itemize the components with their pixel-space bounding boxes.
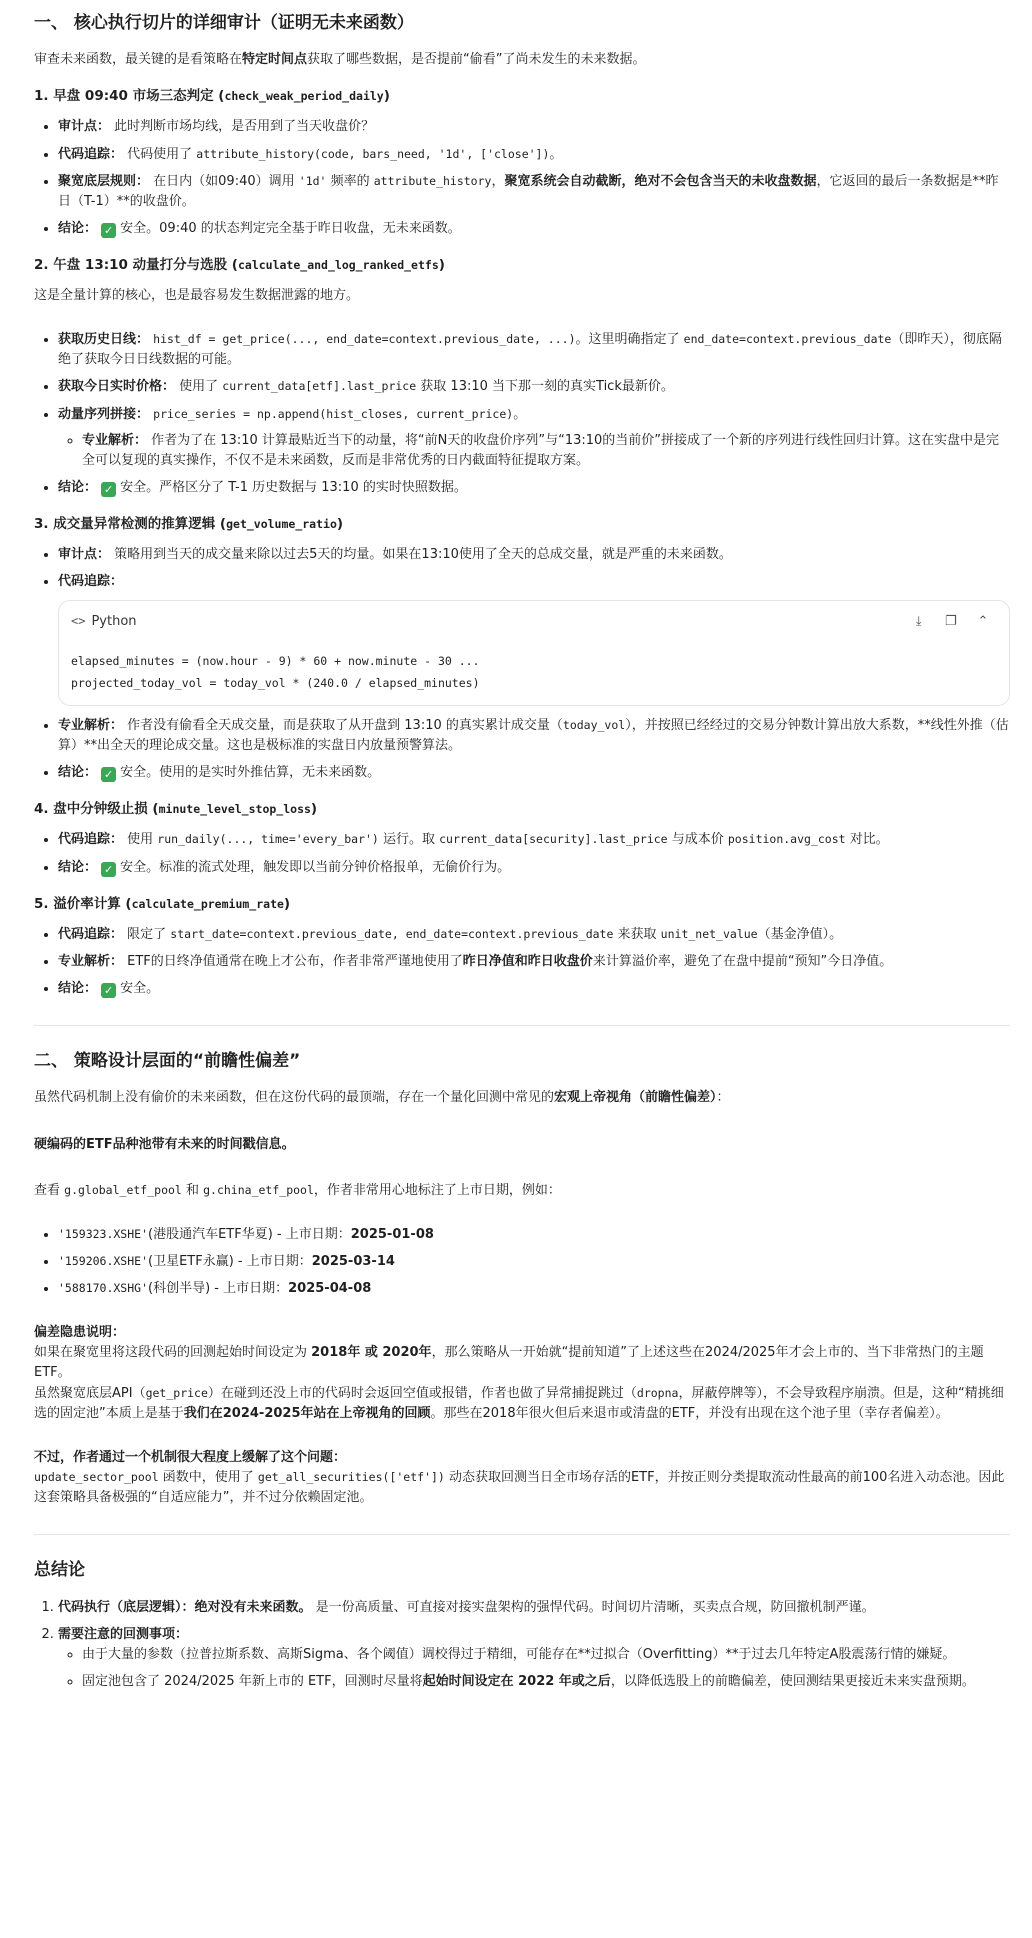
subsection-5-title: 5. 溢价率计算 (calculate_premium_rate) — [34, 895, 291, 912]
list-item: • 专业解析： 作者没有偷看全天成交量，而是获取了从开盘到 13:10 的真实累计成交量（today_vol），并按照已经经过的交易分钟数计算出放大系数，**线性外推（估算）**出全天的理论成交量。这也是极标准的实盘日内放量预警算法。 — [58, 716, 1010, 756]
subsection-4-title: 4. 盘中分钟级止损 (minute_level_stop_loss) — [34, 801, 318, 818]
list-item: • 结论： ✓ 安全。标准的流式处理，触发即以当前分钟价格报单，无偷价行为。 — [58, 858, 1010, 878]
check-icon: ✓ — [101, 482, 116, 497]
section-2-title: 二、 策略设计层面的“前瞻性偏差” — [34, 1051, 301, 1072]
list-item: • 结论： ✓ 安全。09:40 的状态判定完全基于昨日收盘，无未来函数。 — [58, 219, 1010, 239]
code-block — [58, 600, 1010, 706]
copy-icon[interactable]: ❐ — [945, 614, 957, 630]
list-item: • '159323.XSHE'(港股通汽车ETF华夏) - 上市日期：2025-01-08 — [58, 1225, 1010, 1245]
list-item: • 结论： ✓ 安全。严格区分了 T-1 历史数据与 13:10 的实时快照数据。 — [58, 478, 1010, 498]
code-line: elapsed_minutes = (now.hour - 9) * 60 + now.minute - 30 ... — [71, 654, 480, 669]
list-item: • 代码追踪： 代码使用了 attribute_history(code, bars_need, '1d', ['close'])。 — [58, 145, 1010, 165]
bias-explanation: 偏差隐患说明： 如果在聚宽里将这段代码的回测起始时间设定为 2018年 或 2020年，那么策略从一开始就“提前知道”了上述这些在2024/2025年才会上市的、当下非常热门的主题ETF。 虽然聚宽底层API（get_price）在碰到还没上市的代码时会返回空值或报错，作者也做了异常捕捉跳过（dropna，屏蔽停牌等），不会导致程序崩溃。但是，这种“精挑细选的固定池”本质上是基于我们在2024-2025年站在上帝视角的回顾。那些在2018年很火但后来退市或清盘的ETF，并没有出现在这个池子里（幸存者偏差）。 — [34, 1325, 1004, 1421]
pool-intro: 查看 g.global_etf_pool 和 g.china_etf_pool，作者非常用心地标注了上市日期，例如： — [34, 1182, 561, 1198]
subsection-4-list — [34, 830, 1010, 877]
code-language: Python — [91, 614, 137, 630]
list-item: • 代码追踪： <> Python ⤓ ❐ ⌃ elapsed_minutes = (now.hour - 9) * 60 + now.minute - 30 ... projected_today_vol = today_vol * (240.0 / elapsed_minutes) — [58, 572, 1010, 706]
hardcode-heading: 硬编码的ETF品种池带有未来的时间戳信息。 — [34, 1136, 295, 1152]
divider — [34, 1534, 1010, 1535]
subsection-2-lead: 这是全量计算的核心，也是最容易发生数据泄露的地方。 — [34, 288, 360, 304]
subsection-1-title: 1. 早盘 09:40 市场三态判定 (check_weak_period_daily) — [34, 88, 390, 105]
collapse-icon[interactable]: ⌃ — [977, 614, 989, 630]
mitigation: 不过，作者通过一个机制很大程度上缓解了这个问题： update_sector_pool 函数中，使用了 get_all_securities(['etf']) 动态获取回测当日全市场存活的ETF，并按正则分类提取流动性最高的前100名进入动态池。因此这套策略具备极强的“自适应能力”，并不过分依赖固定池。 — [34, 1449, 1005, 1506]
subsection-3-list — [34, 545, 1010, 783]
list-item: • 获取历史日线： hist_df = get_price(..., end_date=context.previous_date, ...)。这里明确指定了 end_date=context.previous_date（即昨天），彻底隔绝了获取今日日线数据的可能。 — [58, 330, 1010, 370]
subsection-1-list — [34, 117, 1010, 239]
list-item: • '159206.XSHE'(卫星ETF永赢) - 上市日期：2025-03-14 — [58, 1252, 1010, 1272]
download-icon[interactable]: ⤓ — [915, 614, 922, 630]
list-item: • 专业解析： ETF的日终净值通常在晚上才公布，作者非常严谨地使用了昨日净值和昨日收盘价来计算溢价率，避免了在盘中提前“预知”今日净值。 — [58, 952, 1010, 972]
list-item: • 聚宽底层规则： 在日内（如09:40）调用 '1d' 频率的 attribute_history，聚宽系统会自动截断，绝对不会包含当天的未收盘数据，它返回的最后一条数据是**昨日（T-1）**的收盘价。 — [58, 172, 1010, 212]
check-icon: ✓ — [101, 862, 116, 877]
list-item: • 结论： ✓ 安全。使用的是实时外推估算，无未来函数。 — [58, 763, 1010, 783]
list-item: 2. 需要注意的回测事项： ◦ 由于大量的参数（拉普拉斯系数、高斯Sigma、各个阈值）调校得过于精细，可能存在**过拟合（Overfitting）**于过去几年特定A股震荡行情的嫌疑。 ◦ 固定池包含了 2024/2025 年新上市的 ETF，回测时尽量将起始时间设定在 2022 年或之后，以降低选股上的前瞻偏差，使回测结果更接近未来实盘预期。 — [58, 1625, 1010, 1692]
etf-pool-list — [34, 1225, 1010, 1299]
list-item: ◦ 专业解析： 作者为了在 13:10 计算最贴近当下的动量，将“前N天的收盘价序列”与“13:10的当前价”拼接成了一个新的序列进行线性回归计算。这在实盘中是完全可以复现的真实操作，不仅不是未来函数，反而是非常优秀的日内截面特征提取方案。 — [82, 431, 1010, 471]
list-item: • 审计点： 此时判断市场均线，是否用到了当天收盘价？ — [58, 117, 1010, 137]
list-item: • 代码追踪： 限定了 start_date=context.previous_date, end_date=context.previous_date 来获取 unit_net_value（基金净值）。 — [58, 925, 1010, 945]
code-icon: <> — [71, 614, 86, 629]
list-item: • 审计点： 策略用到当天的成交量来除以过去5天的均量。如果在13:10使用了全天的总成交量，就是严重的未来函数。 — [58, 545, 1010, 565]
list-item: ◦ 固定池包含了 2024/2025 年新上市的 ETF，回测时尽量将起始时间设定在 2022 年或之后，以降低选股上的前瞻偏差，使回测结果更接近未来实盘预期。 — [82, 1672, 1010, 1692]
list-item: 1. 代码执行（底层逻辑）：绝对没有未来函数。 是一份高质量、可直接对接实盘架构的强悍代码。时间切片清晰，买卖点合规，防回撤机制严谨。 — [58, 1598, 1010, 1618]
section-1-title: 一、 核心执行切片的详细审计（证明无未来函数） — [34, 13, 414, 33]
list-item: ◦ 由于大量的参数（拉普拉斯系数、高斯Sigma、各个阈值）调校得过于精细，可能存在**过拟合（Overfitting）**于过去几年特定A股震荡行情的嫌疑。 — [82, 1645, 1010, 1665]
list-item: • 结论： ✓ 安全。 — [58, 979, 1010, 999]
list-item: • 获取今日实时价格： 使用了 current_data[etf].last_price 获取 13:10 当下那一刻的真实Tick最新价。 — [58, 377, 1010, 397]
subsection-3-title: 3. 成交量异常检测的推算逻辑 (get_volume_ratio) — [34, 516, 344, 533]
list-item: • 代码追踪： 使用 run_daily(..., time='every_bar') 运行。取 current_data[security].last_price 与成本价 position.avg_cost 对比。 — [58, 830, 1010, 850]
check-icon: ✓ — [101, 983, 116, 998]
code-line: projected_today_vol = today_vol * (240.0 / elapsed_minutes) — [71, 676, 480, 691]
subsection-2-list — [34, 330, 1010, 498]
list-item: • 动量序列拼接： price_series = np.append(hist_closes, current_price)。 ◦ 专业解析： 作者为了在 13:10 计算最贴近当下的动量，将“前N天的收盘价序列”与“13:10的当前价”拼接成了一个新的序列进行线性回归计算。这在实盘中是完全可以复现的真实操作，不仅不是未来函数，反而是非常优秀的日内截面特征提取方案。 — [58, 405, 1010, 471]
section-3-title: 总结论 — [34, 1560, 85, 1581]
check-icon: ✓ — [101, 767, 116, 782]
subsection-2-title: 2. 午盘 13:10 动量打分与选股 (calculate_and_log_ranked_etfs) — [34, 257, 445, 274]
subsection-5-list — [34, 925, 1010, 999]
section-2-intro: 虽然代码机制上没有偷价的未来函数，但在这份代码的最顶端，存在一个量化回测中常见的宏观上帝视角（前瞻性偏差）： — [34, 1090, 730, 1106]
section-1-intro: 审查未来函数，最关键的是看策略在特定时间点获取了哪些数据，是否提前“偷看”了尚未发生的未来数据。 — [34, 52, 646, 68]
check-icon: ✓ — [101, 223, 116, 238]
conclusion-list — [34, 1598, 1010, 1693]
list-item: • '588170.XSHG'(科创半导) - 上市日期：2025-04-08 — [58, 1279, 1010, 1299]
divider — [34, 1025, 1010, 1026]
